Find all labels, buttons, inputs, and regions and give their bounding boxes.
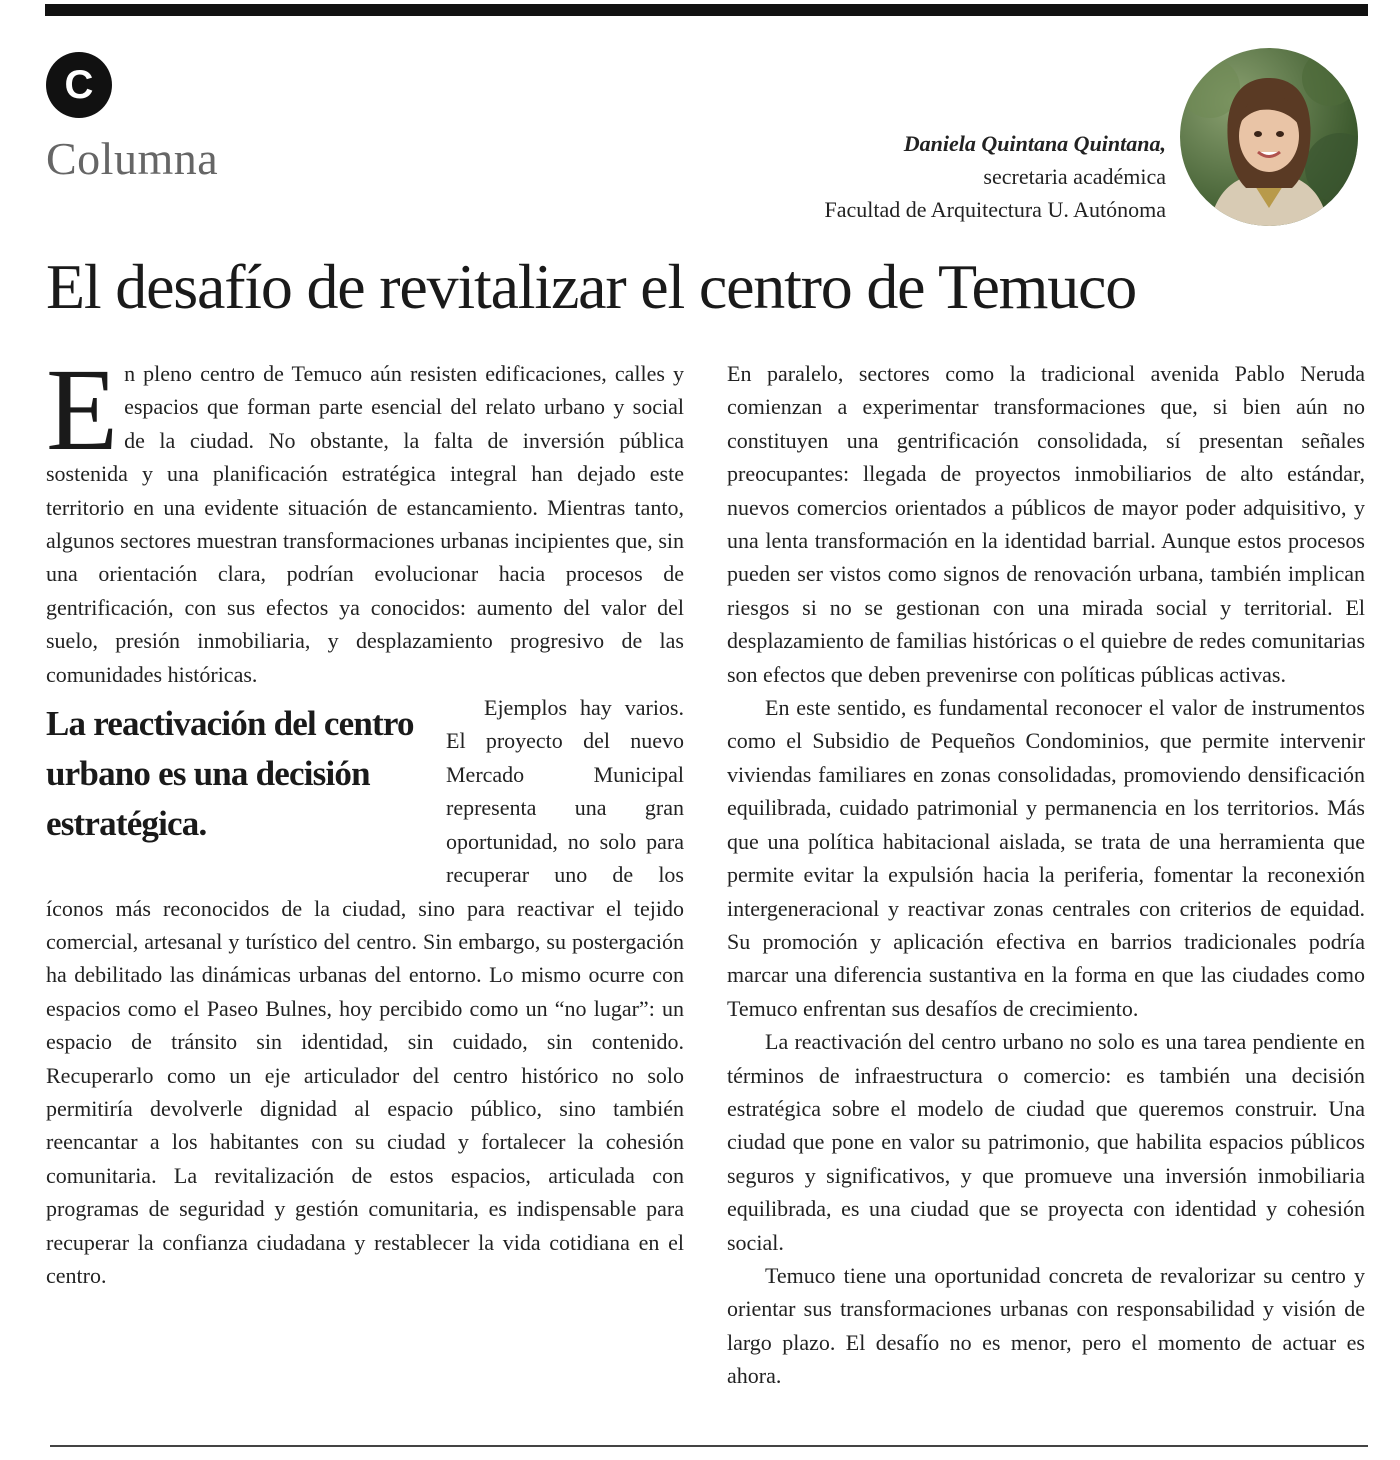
drop-cap: E — [46, 344, 119, 475]
author-photo — [1180, 48, 1358, 226]
article-column-left — [46, 344, 684, 1292]
author-affiliation: Facultad de Arquitectura U. Autónoma — [824, 197, 1166, 222]
paragraph-2: Ejemplos hay varios. El proyecto del nuevo Mercado Municipal representa una gran oportunidad, no solo para recuperar uno de los íconos más reconocidos de la ciudad, sino para reactivar el tejido comercial, artesanal y turístico del centro. Sin embargo, su postergación ha debilitado las dinámicas urbanas del entorno. Lo mismo ocurre con espacios como el Paseo Bulnes, hoy percibido como un “no lugar”: un espacio de tránsito sin identidad, sin cuidado, sin contenido. Recuperarlo como un eje articulador del centro histórico no solo permitiría devolverle dignidad al espacio público, sino también reencantar a los habitantes con su ciudad y fortalecer la cohesión comunitaria. La revitalización de estos espacios, articulada con programas de seguridad y gestión comunitaria, es indispensable para recuperar la confianza ciudadana y restablecer la vida cotidiana en el centro. — [46, 695, 684, 1288]
article-column-right — [727, 357, 1365, 1393]
paragraph-4: En este sentido, es fundamental reconocer el valor de instrumentos como el Subsidio de Pequeños Condominios, que permite intervenir viviendas familiares en zonas consolidadas, promoviendo densificación equilibrada, cuidado patrimonial y permanencia en los territorios. Más que una política habitacional aislada, se trata de una herramienta que permite evitar la expulsión hacia la periferia, fomentar la reconexión intergeneracional y reactivar zonas centrales con criterios de equidad. Su promoción y aplicación efectiva en barrios tradicionales podría marcar una diferencia sustantiva en la forma en que las ciudades como Temuco enfrentan sus desafíos de crecimiento. — [727, 695, 1365, 1021]
author-role: secretaria académica — [983, 164, 1166, 189]
paragraph-1 — [46, 344, 684, 691]
section-label: Columna — [46, 133, 219, 184]
byline — [824, 127, 1166, 226]
author-name: Daniela Quintana Quintana, — [903, 131, 1166, 156]
headline: El desafío de revitalizar el centro de Temuco — [46, 251, 1137, 322]
paragraph-3: En paralelo, sectores como la tradicional avenida Pablo Neruda comienzan a experimentar transformaciones que, si bien aún no constituyen una gentrificación consolidada, sí presentan señales preocupantes: llegada de proyectos inmobiliarios de alto estándar, nuevos comercios orientados a públicos de mayor poder adquisitivo, y una lenta transformación en la identidad barrial. Aunque estos procesos pueden ser vistos como signos de renovación urbana, también implican riesgos si no se gestionan con una mirada social y territorial. El desplazamiento de familias históricas o el quiebre de redes comunitarias son efectos que deben prevenirse con políticas públicas activas. — [727, 361, 1365, 687]
paragraph-5: La reactivación del centro urbano no solo es una tarea pendiente en términos de infraestructura o comercio: es también una decisión estratégica sobre el modelo de ciudad que queremos construir. Una ciudad que pone en valor su patrimonio, que habilita espacios públicos seguros y significativos, y que promueve una inversión inmobiliaria equilibrada, es una ciudad que se proyecta con identidad y cohesión social. — [727, 1029, 1365, 1255]
section-badge: C — [46, 52, 112, 118]
pull-quote: La reactivación del centro urbano es una decisión estratégica. — [46, 704, 414, 844]
top-rule — [45, 4, 1368, 16]
author-portrait-illustration — [1180, 48, 1358, 226]
paragraph-6: Temuco tiene una oportunidad concreta de revalorizar su centro y orientar sus transformaciones urbanas con responsabilidad y visión de largo plazo. El desafío no es menor, pero el momento de actuar es ahora. — [727, 1262, 1365, 1389]
paragraph-1-text: n pleno centro de Temuco aún resisten edificaciones, calles y espacios que forman parte esencial del relato urbano y social de la ciudad. No obstante, la falta de inversión pública sostenida y una planificación estratégica integral han dejado este territorio en una evidente situación de estancamiento. Mientras tanto, algunos sectores muestran transformaciones urbanas incipientes que, sin una orientación clara, podrían evolucionar hacia procesos de gentrificación, con sus efectos ya conocidos: aumento del valor del suelo, presión inmobiliaria, y desplazamiento progresivo de las comunidades históricas. — [46, 361, 684, 687]
bottom-rule — [50, 1445, 1368, 1447]
